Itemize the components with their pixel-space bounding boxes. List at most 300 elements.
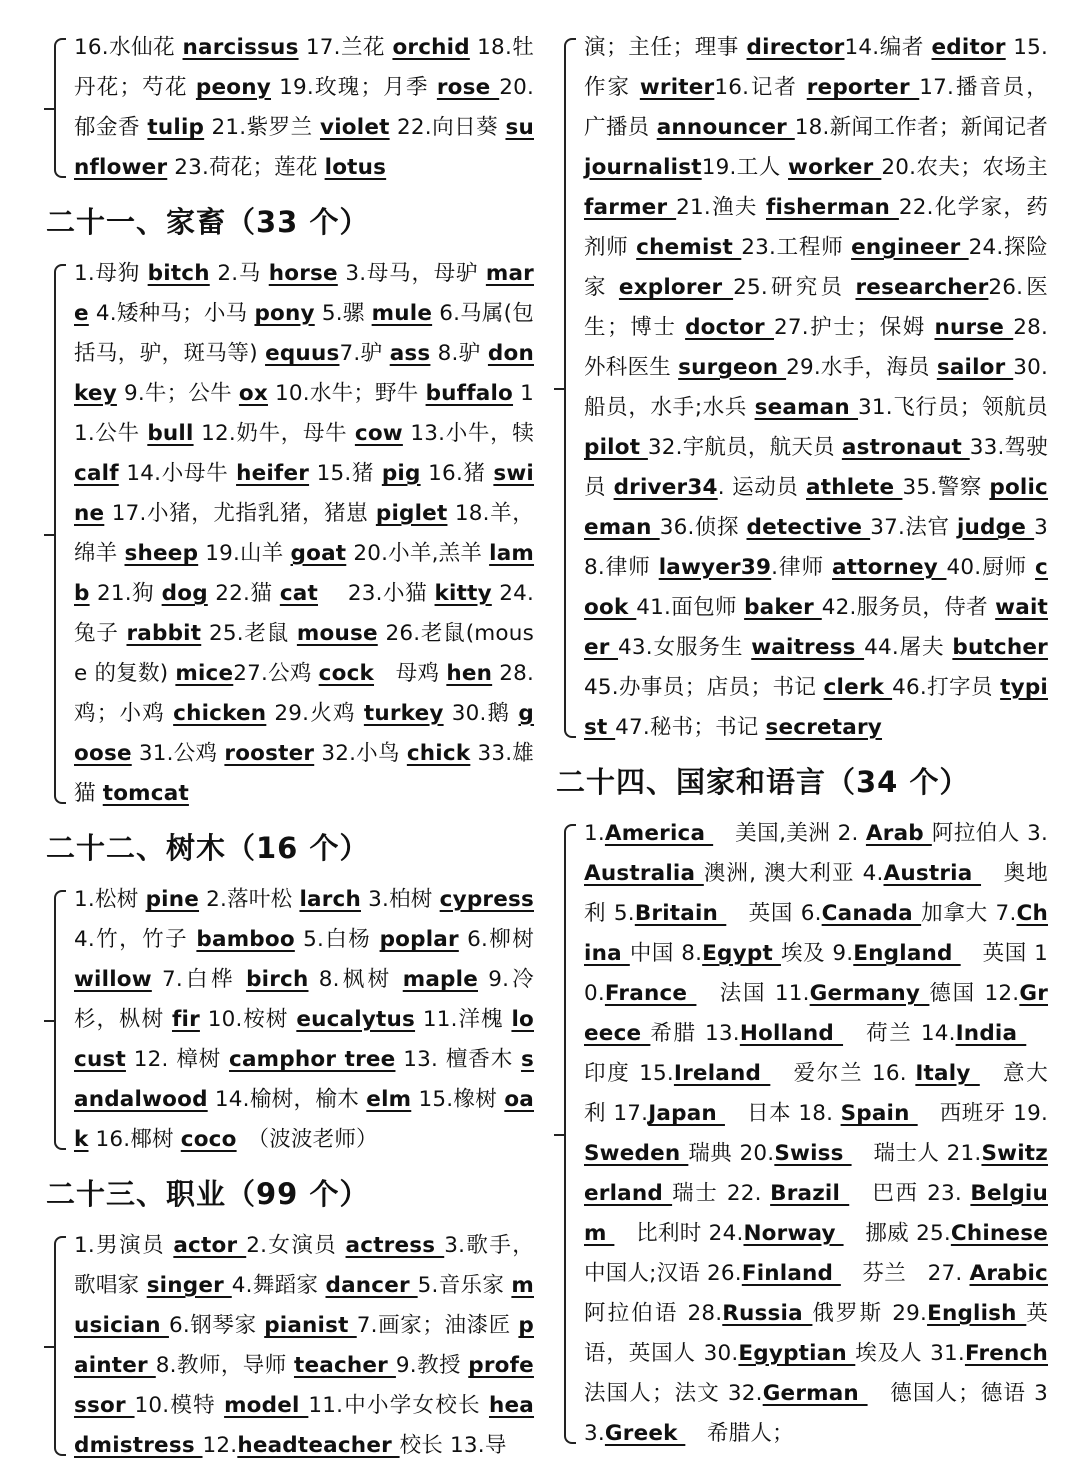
label-text: 10.水牛；野牛	[267, 381, 426, 406]
flowers-text	[74, 28, 534, 188]
vocab-term: Greek	[604, 1421, 686, 1446]
vocab-term: China	[584, 901, 1048, 966]
label-text: 意大利 17.	[584, 1061, 1049, 1126]
label-text: 17.播音员，广播员	[584, 75, 1049, 140]
vocab-term: singer	[146, 1273, 232, 1298]
label-text: 19.山羊	[198, 541, 291, 566]
vocab-term: Germany	[809, 981, 930, 1006]
vocab-term: peony	[195, 75, 271, 100]
label-text: 22.猫	[207, 581, 280, 606]
label-text: 12.	[202, 1433, 238, 1458]
vocab-term: baker	[744, 595, 822, 620]
label-text: 6.钢琴家	[168, 1313, 265, 1338]
occupations-text-left	[74, 1226, 534, 1466]
vocab-term: rooster	[224, 741, 315, 766]
vocab-term: lawyer39	[658, 555, 772, 580]
vocab-term: doctor	[685, 315, 774, 340]
vocab-term: ass	[389, 341, 431, 366]
brace-bracket	[54, 264, 66, 804]
label-text: 中国人;汉语 26.	[584, 1221, 1070, 1286]
label-text: 埃及人 31.	[855, 1341, 965, 1366]
vocab-term: mule	[371, 301, 433, 326]
livestock-block	[42, 254, 534, 814]
vocab-term: birch	[246, 967, 309, 992]
vocab-term: bull	[147, 421, 194, 446]
vocab-term: violet	[320, 115, 390, 140]
label-text: 22.向日葵	[389, 115, 506, 140]
label-text: 17.兰花	[298, 35, 393, 60]
brace-bracket	[54, 890, 66, 1150]
vocab-term: mouse	[296, 621, 378, 646]
vocab-term: writer	[639, 75, 715, 100]
label-text: 21.狗	[89, 581, 162, 606]
vocab-term: researcher	[855, 275, 989, 300]
vocab-term: piglet	[375, 501, 448, 526]
vocab-term: clerk	[823, 675, 893, 700]
vocab-term: lotus	[324, 155, 387, 180]
label-text: 23.荷花；莲花	[167, 155, 325, 180]
label-text: 德国 12.	[929, 981, 1020, 1006]
label-text: 4.矮种马；小马	[88, 301, 255, 326]
label-text: 20.小羊,羔羊	[346, 541, 490, 566]
vocab-term: German	[762, 1381, 868, 1406]
vocab-term: French	[964, 1341, 1048, 1366]
label-text: 29.火鸡	[266, 701, 364, 726]
vocab-term: Canada	[821, 901, 922, 926]
vocab-term: fir	[171, 1007, 200, 1032]
label-text: 15.作家	[584, 35, 1048, 100]
vocab-term: engineer	[851, 235, 969, 260]
vocab-term: detective	[746, 515, 871, 540]
vocab-term: Finland	[741, 1261, 841, 1286]
label-text: 14.榆树，榆木	[207, 1087, 367, 1112]
label-text: 47.秘书；书记	[615, 715, 766, 740]
label-text: 5.骡	[314, 301, 372, 326]
label-text: 38.律师	[584, 515, 1048, 580]
vocab-term: Holland	[739, 1021, 844, 1046]
label-text: 美国,美洲 2.	[713, 821, 866, 846]
brace-bracket	[54, 1236, 66, 1456]
label-text: 27.护士；保姆	[774, 315, 935, 340]
label-text: 19.工人	[701, 155, 789, 180]
vocab-term: heifer	[236, 461, 310, 486]
vocab-term: Australia	[584, 861, 704, 886]
label-text: 瑞典 20.	[688, 1141, 775, 1166]
vocab-term: athlete	[806, 475, 903, 500]
vocab-term: dog	[161, 581, 208, 606]
vocab-term: nurse	[934, 315, 1014, 340]
vocab-term: musician	[74, 1273, 534, 1338]
vocab-term: secretary	[765, 715, 883, 740]
label-text: 芬兰 27.	[840, 1261, 970, 1286]
label-text: 爱尔兰 16.	[770, 1061, 916, 1086]
label-text: 24.兔子	[74, 581, 534, 646]
label-text: 1.松树	[74, 887, 146, 912]
label-text: 瑞士人 21.	[851, 1141, 982, 1166]
label-text: 1.男演员	[74, 1233, 174, 1258]
vocab-term: goat	[290, 541, 347, 566]
vocab-term: Spain	[840, 1101, 918, 1126]
label-text: 19.玫瑰；月季	[271, 75, 437, 100]
label-text: 41.面包师	[636, 595, 745, 620]
label-text: 母鸡	[374, 661, 447, 686]
label-text: 17.小猪，尤指乳猪，猪崽	[104, 501, 376, 526]
vocab-term: buffalo	[425, 381, 514, 406]
label-text: 俄罗斯 29.	[812, 1301, 928, 1326]
vocab-term: cow	[354, 421, 403, 446]
label-text: 阿拉伯人 3.	[931, 821, 1048, 846]
label-text: 18.牡丹花；芍花	[74, 35, 534, 100]
vocab-term: pianist	[264, 1313, 357, 1338]
vocab-term: announcer	[656, 115, 795, 140]
label-text: 法国 11.	[696, 981, 810, 1006]
vocab-term: equus	[265, 341, 340, 366]
label-text: 8.教师，导师	[155, 1353, 294, 1378]
label-text: 37.法官	[870, 515, 957, 540]
label-text: 演；主任；理事	[584, 35, 747, 60]
label-text: 28.外科医生	[584, 315, 1049, 380]
vocab-term: hen	[446, 661, 493, 686]
vocab-term: professor	[74, 1353, 534, 1418]
label-text: 7.驴	[339, 341, 390, 366]
vocab-term: goose	[74, 701, 535, 766]
countries-block	[552, 814, 1070, 1454]
label-text: 6.马属(包括马，驴，斑马等)	[74, 301, 535, 366]
vocab-term: actress	[345, 1233, 445, 1258]
vocab-term: Swiss	[774, 1141, 852, 1166]
label-text: 挪威 25.	[843, 1221, 951, 1246]
vocab-term: elm	[366, 1087, 412, 1112]
vocab-term: Switzerland	[584, 1141, 1048, 1206]
label-text: 28.鸡；小鸡	[74, 661, 535, 726]
label-text: 13.小牛，犊	[402, 421, 534, 446]
label-text: 21.紫罗兰	[204, 115, 321, 140]
label-text: 46.打字员	[892, 675, 1001, 700]
brace-bracket	[564, 824, 576, 1444]
vocab-term: waiter	[584, 595, 1048, 660]
vocab-term: driver34	[613, 475, 718, 500]
vocab-term: English	[927, 1301, 1027, 1326]
label-text: 14.小母牛	[118, 461, 237, 486]
label-text: 26.老鼠(mouse 的复数)	[74, 621, 535, 686]
vocab-term: pony	[254, 301, 315, 326]
label-text: 27.公鸡	[233, 661, 319, 686]
vocab-term: Egypt	[702, 941, 781, 966]
label-text: 澳洲, 澳大利亚 4.	[703, 861, 884, 886]
vocab-term: journalist	[584, 155, 702, 180]
livestock-text	[74, 254, 534, 814]
label-text: 3.母马，母驴	[337, 261, 486, 286]
flowers-block	[42, 28, 534, 188]
vocab-term: England	[853, 941, 961, 966]
label-text: 阿拉伯语 28.	[584, 1261, 1070, 1326]
vocab-term: dancer	[325, 1273, 418, 1298]
vocab-term: mare	[74, 261, 534, 326]
label-text: 29.水手，海员	[786, 355, 937, 380]
vocab-term: Brazil	[770, 1181, 850, 1206]
label-text: 42.服务员，侍者	[821, 595, 996, 620]
label-text: 20.农夫；农场主	[881, 155, 1048, 180]
section-heading-trees: 二十二、树木（16 个）	[46, 831, 370, 865]
vocab-term: Arabic	[969, 1261, 1048, 1286]
vocab-term: orchid	[392, 35, 470, 60]
vocab-term: Japan	[648, 1101, 725, 1126]
label-text: 31.公鸡	[131, 741, 225, 766]
label-text: 3.柏树	[361, 887, 440, 912]
vocab-term: tomcat	[102, 781, 189, 806]
label-text: 比利时 24.	[614, 1221, 744, 1246]
vocab-term: sailor	[936, 355, 1014, 380]
vocab-term: cook	[584, 555, 1048, 620]
label-text: 9.牛；公牛	[116, 381, 239, 406]
label-text: 埃及 9.	[780, 941, 854, 966]
label-text: 7.画家；油漆匠	[356, 1313, 519, 1338]
countries-text	[584, 814, 1070, 1454]
vocab-term: attorney	[832, 555, 947, 580]
label-text: 10.桉树	[199, 1007, 297, 1032]
vocab-term: farmer	[584, 195, 677, 220]
label-text: 希腊人；	[685, 1421, 794, 1446]
vocab-term: Russia	[722, 1301, 813, 1326]
vocab-term: rabbit	[126, 621, 202, 646]
label-text: 2.女演员	[246, 1233, 346, 1258]
label-text: 2.落叶松	[199, 887, 300, 912]
label-text: 4.舞蹈家	[231, 1273, 326, 1298]
right-column	[552, 28, 1070, 1454]
label-text: 中国 8.	[629, 941, 703, 966]
label-text: 21.渔夫	[676, 195, 766, 220]
label-text: 6.柳树	[458, 927, 534, 952]
label-text: 英国 6.	[726, 901, 822, 926]
label-text: 15.橡树	[411, 1087, 505, 1112]
vocab-term: sandalwood	[74, 1047, 535, 1112]
label-text: 18.新闻工作者；新闻记者	[794, 115, 1049, 140]
vocab-term: ox	[238, 381, 268, 406]
occupations-block-left	[42, 1226, 534, 1466]
vocab-term: coco	[180, 1127, 237, 1152]
vocab-term: reporter	[806, 75, 920, 100]
label-text: 31.飞行员；领航员	[858, 395, 1048, 420]
label-text: 20.郁金香	[74, 75, 534, 140]
vocab-term: oak	[74, 1087, 534, 1152]
label-text: 奥地利 5.	[584, 861, 1048, 926]
label-text: 33.驾驶员	[584, 435, 1048, 500]
brace-bracket	[54, 38, 66, 178]
vocab-term: Sweden	[584, 1141, 689, 1166]
vocab-term: Greece	[584, 981, 1048, 1046]
label-text: 7.白桦	[151, 967, 247, 992]
label-text: 巴西 23.	[849, 1181, 971, 1206]
label-text: 印度 15.	[584, 1021, 1048, 1086]
label-text: 13. 檀香木	[395, 1047, 522, 1072]
vocab-term: policeman	[584, 475, 1049, 540]
vocab-term: maple	[402, 967, 478, 992]
label-text: 44.屠夫	[864, 635, 953, 660]
label-text: 16.记者	[714, 75, 807, 100]
vocab-term: horse	[268, 261, 338, 286]
label-text: 英语，英国人 30.	[584, 1301, 1049, 1366]
label-text: 30.鹅	[443, 701, 519, 726]
label-text: 11.洋槐	[415, 1007, 512, 1032]
vocab-term: turkey	[363, 701, 444, 726]
label-text: 校长 13.导	[399, 1433, 507, 1458]
label-text: 法国人；法文 32.	[584, 1341, 1070, 1406]
label-text: 26.医生；博士	[584, 275, 1048, 340]
label-text: 日本 18.	[724, 1101, 841, 1126]
vocab-term: Britain	[634, 901, 727, 926]
label-text: 荷兰 14.	[843, 1021, 956, 1046]
vocab-term: locust	[74, 1007, 534, 1072]
vocab-term: willow	[74, 967, 152, 992]
vocab-term: narcissus	[182, 35, 299, 60]
label-text: 32.小鸟	[314, 741, 407, 766]
label-text: .律师	[771, 555, 832, 580]
label-text: 16.椰树	[88, 1127, 181, 1152]
label-text: 25.研究员	[733, 275, 856, 300]
label-text: 16.水仙花	[74, 35, 183, 60]
brace-bracket	[564, 38, 576, 738]
label-text: 英国 10.	[584, 941, 1048, 1006]
vocab-term: surgeon	[678, 355, 787, 380]
vocab-term: director	[746, 35, 845, 60]
vocab-term: teacher	[293, 1353, 396, 1378]
vocab-term: Italy	[915, 1061, 980, 1086]
label-text: 18.羊，绵羊	[74, 501, 534, 566]
section-heading-occupations: 二十三、职业（99 个）	[46, 1177, 370, 1211]
vocab-term: bamboo	[196, 927, 295, 952]
label-text: 12. 樟树	[125, 1047, 230, 1072]
vocab-term: Chinese	[950, 1221, 1048, 1246]
vocab-term: swine	[74, 461, 535, 526]
vocab-term: judge	[956, 515, 1035, 540]
vocab-term: tulip	[147, 115, 205, 140]
vocab-term: larch	[299, 887, 361, 912]
label-text: 33.雄猫	[74, 741, 535, 806]
vocab-term: kitty	[434, 581, 492, 606]
vocab-term: explorer	[618, 275, 734, 300]
label-text: （波波老师）	[236, 1127, 378, 1152]
label-text: 40.厨师	[946, 555, 1036, 580]
vocab-term: Belgium	[584, 1181, 1048, 1246]
trees-block	[42, 880, 534, 1160]
vocab-term: astronaut	[841, 435, 970, 460]
label-text: 8.枫树	[308, 967, 403, 992]
vocab-term: pine	[145, 887, 200, 912]
occupations-text-right	[584, 28, 1048, 748]
label-text: 11.公牛	[74, 381, 534, 446]
label-text: 14.编者	[844, 35, 932, 60]
vocab-term: headteacher	[237, 1433, 400, 1458]
label-text: 9.教授	[395, 1353, 469, 1378]
section-heading-livestock: 二十一、家畜（33 个）	[46, 205, 370, 239]
label-text: 8.驴	[430, 341, 488, 366]
vocab-term: donkey	[74, 341, 534, 406]
vocab-term: worker	[788, 155, 882, 180]
vocab-term: butcher	[952, 635, 1048, 660]
vocab-term: Ireland	[673, 1061, 771, 1086]
label-text: 4.竹，竹子	[74, 927, 197, 952]
vocab-term: rose	[436, 75, 500, 100]
vocab-term: eucalytus	[296, 1007, 416, 1032]
left-column	[42, 28, 534, 1466]
vocab-term: seaman	[754, 395, 859, 420]
label-text: 德国人；德语 33.	[584, 1381, 1048, 1446]
occupations-block-right	[552, 28, 1048, 748]
label-text: 16.猪	[420, 461, 494, 486]
vocab-term: Norway	[743, 1221, 844, 1246]
label-text: 5.白杨	[294, 927, 380, 952]
vocab-term: poplar	[379, 927, 459, 952]
section-heading-countries: 二十四、国家和语言（34 个）	[556, 765, 970, 799]
label-text: 45.办事员；店员；书记	[584, 675, 824, 700]
vocab-term: actor	[173, 1233, 247, 1258]
vocab-term: America	[604, 821, 714, 846]
vocab-term: typist	[584, 675, 1048, 740]
label-text: 24.探险家	[584, 235, 1048, 300]
vocab-term: pig	[381, 461, 421, 486]
label-text: 5.音乐家	[417, 1273, 512, 1298]
vocab-term: sheep	[124, 541, 199, 566]
label-text: 1.母狗	[74, 261, 148, 286]
label-text: 30.船员，水手;水兵	[584, 355, 1048, 420]
label-text: 2.马	[209, 261, 269, 286]
label-text: 35.警察	[902, 475, 990, 500]
label-text: 1.	[584, 821, 605, 846]
vocab-term: Arab	[865, 821, 932, 846]
label-text: 加拿大 7.	[921, 901, 1017, 926]
vocab-term: camphor tree	[229, 1047, 396, 1072]
vocab-term: editor	[931, 35, 1006, 60]
vocab-term: calf	[74, 461, 119, 486]
label-text: 25.老鼠	[201, 621, 297, 646]
vocab-term: lamb	[74, 541, 535, 606]
vocab-term: India	[955, 1021, 1027, 1046]
vocab-term: painter	[74, 1313, 534, 1378]
label-text: 9.冷杉，枞树	[74, 967, 534, 1032]
vocab-term: headmistress	[74, 1393, 535, 1458]
label-text: 23.小猫	[317, 581, 435, 606]
vocab-term: cock	[318, 661, 375, 686]
vocab-term: model	[224, 1393, 309, 1418]
label-text: 36.侦探	[659, 515, 747, 540]
vocab-term: Austria	[883, 861, 982, 886]
vocab-term: chemist	[636, 235, 742, 260]
vocab-term: chicken	[173, 701, 267, 726]
vocab-term: Egyptian	[738, 1341, 856, 1366]
label-text: 希腊 13.	[650, 1021, 740, 1046]
label-text: 23.工程师	[741, 235, 852, 260]
vocab-term: sunflower	[74, 115, 534, 180]
label-text: 3.歌手，歌唱家	[74, 1233, 534, 1298]
vocab-term: mice	[175, 661, 234, 686]
label-text: 43.女服务生	[618, 635, 752, 660]
label-text: 11.中小学女校长	[308, 1393, 490, 1418]
vocab-term: bitch	[147, 261, 210, 286]
vocab-term: waitress	[751, 635, 865, 660]
label-text: 32.宇航员，航天员	[647, 435, 842, 460]
vocab-term: cypress	[439, 887, 534, 912]
label-text: 12.奶牛，母牛	[193, 421, 355, 446]
vocab-term: cat	[279, 581, 318, 606]
vocab-term: fisherman	[766, 195, 899, 220]
vocab-term: pilot	[584, 435, 648, 460]
trees-text	[74, 880, 534, 1160]
vocab-term: chick	[406, 741, 471, 766]
label-text: 15.猪	[309, 461, 382, 486]
label-text: . 运动员	[717, 475, 807, 500]
label-text: 10.模特	[134, 1393, 225, 1418]
label-text: 瑞士 22.	[672, 1181, 771, 1206]
